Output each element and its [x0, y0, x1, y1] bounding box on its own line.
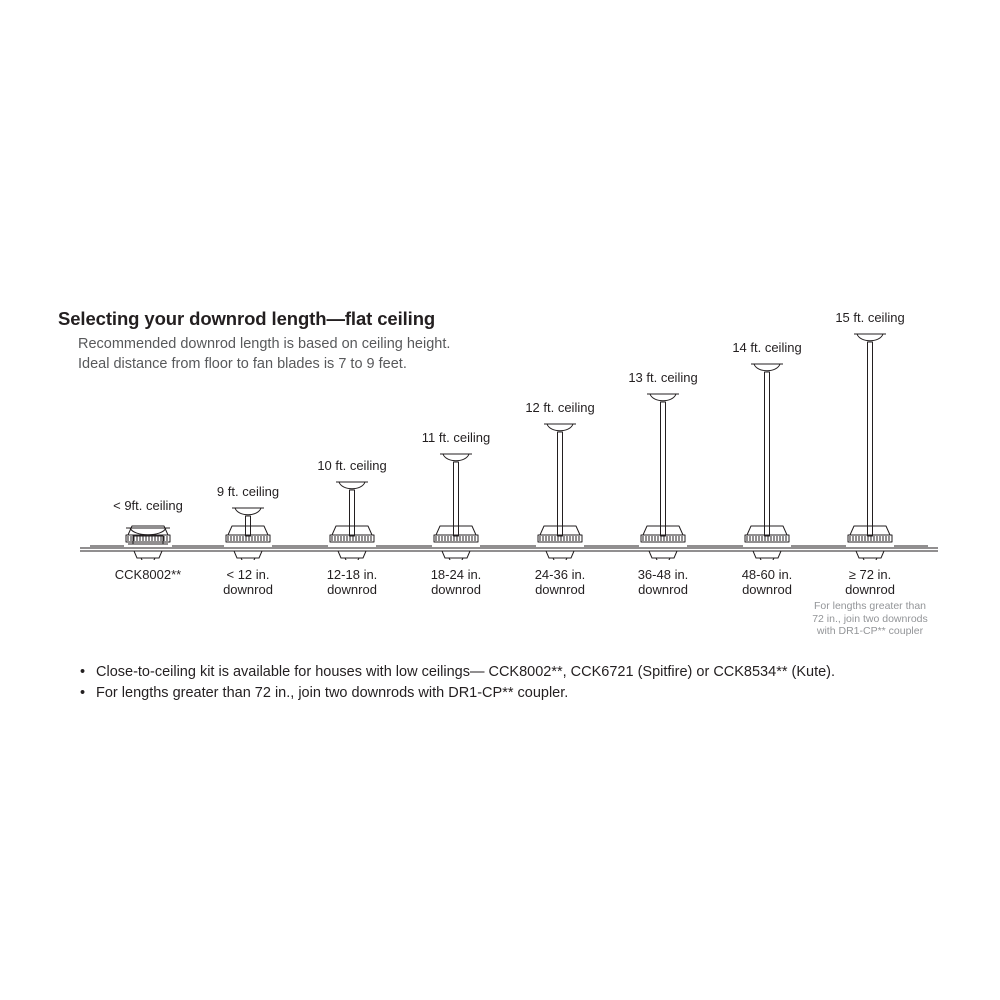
- ceiling-fan-illustration: [800, 300, 940, 560]
- page-title: Selecting your downrod length—flat ceiling: [58, 308, 436, 329]
- ceiling-height-label: 12 ft. ceiling: [525, 400, 595, 415]
- downrod-length-line-1: CCK8002**: [114, 567, 182, 582]
- subtitle-line-2: Ideal distance from floor to fan blades is 7 to 9 feet.: [78, 356, 407, 372]
- downrod-length-line-1: 48-60 in.: [741, 567, 793, 582]
- downrod-length-line-1: 12-18 in.: [326, 567, 378, 582]
- ceiling-height-label: 11 ft. ceiling: [421, 430, 491, 445]
- downrod-length-line-2: downrod: [431, 582, 481, 597]
- downrod-coupler-footnote: [790, 600, 950, 638]
- subtitle-line-1: Recommended downrod length is based on ceiling height.: [78, 336, 451, 352]
- bullet-text: Close-to-ceiling kit is available for houses with low ceilings— CCK8002**, CCK6721 (Spitfire) or CCK8534** (Kute).: [96, 664, 836, 680]
- downrod-length-line-1: 18-24 in.: [430, 567, 482, 582]
- footnote-line-2: 72 in., join two downrods: [812, 612, 928, 625]
- downrod-length-line-1: < 12 in.: [226, 567, 270, 582]
- downrod-length-line-1: 24-36 in.: [534, 567, 586, 582]
- ceiling-height-label: 9 ft. ceiling: [216, 484, 280, 499]
- downrod-length-line-2: downrod: [638, 582, 688, 597]
- downrod-length-line-2: downrod: [742, 582, 792, 597]
- downrod-length-label: [795, 567, 945, 597]
- downrod-length-line-2: downrod: [535, 582, 585, 597]
- bullet-text: For lengths greater than 72 in., join two downrods with DR1-CP** coupler.: [96, 685, 569, 701]
- list-item: [74, 683, 974, 704]
- footnote-line-1: For lengths greater than: [813, 600, 927, 612]
- downrod-length-line-2: downrod: [223, 582, 273, 597]
- ceiling-height-label: 15 ft. ceiling: [835, 310, 905, 325]
- list-item: [74, 662, 974, 683]
- bullet-dot-icon: •: [80, 685, 86, 701]
- downrod-length-line-2: downrod: [845, 582, 895, 597]
- bullet-list: [74, 662, 974, 704]
- ceiling-height-label: 14 ft. ceiling: [732, 340, 802, 355]
- downrod-length-line-1: 36-48 in.: [637, 567, 689, 582]
- bullet-dot-icon: •: [80, 664, 86, 680]
- ceiling-height-label: 10 ft. ceiling: [317, 458, 387, 473]
- downrod-length-line-2: downrod: [327, 582, 377, 597]
- ceiling-height-label: < 9ft. ceiling: [113, 498, 183, 513]
- ceiling-height-label: 13 ft. ceiling: [628, 370, 698, 385]
- footnote-line-3: with DR1-CP** coupler: [816, 625, 924, 637]
- downrod-length-line-1: ≥ 72 in.: [848, 567, 892, 582]
